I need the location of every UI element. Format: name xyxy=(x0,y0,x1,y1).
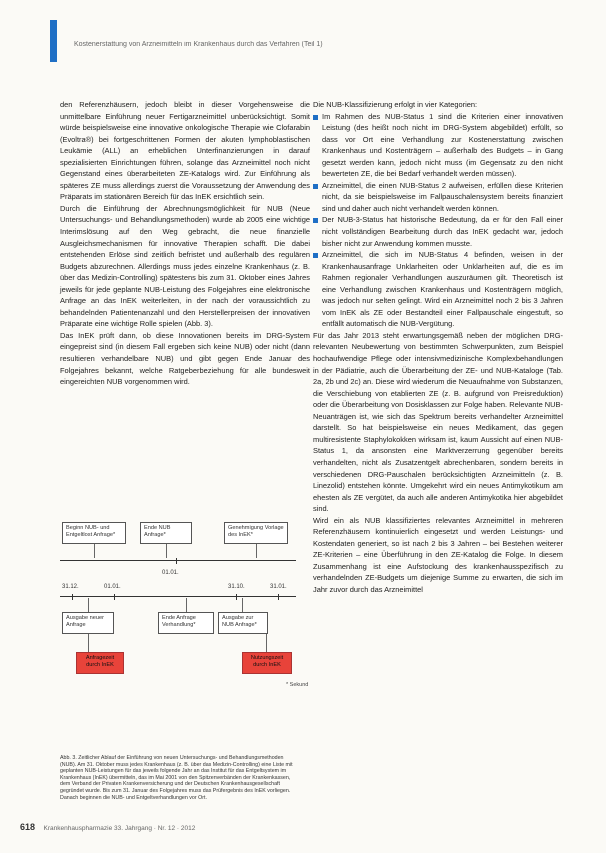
body-paragraph: Für das Jahr 2013 steht erwartungsgemäß neben der möglichen DRG-relevanten Neubewertung von bestimmten Schwerpunkten, zum Beispiel hochaufwendige Pflege oder intensivmedizinische Komplexbehandlungen in der Pädiatrie, auch die Überarbeitung der ZE- und NUB-Kataloge (Tab. 2a, 2b und 2c) an. Diese wird wiederum die Neuaufnahme von Substanzen, die Verschiebung von etablierten ZE (z. B. aufgrund von Preisreduktion) oder die Überarbeitung von Dosisklassen zur Folge haben. Relevante NUB-Neuanträgen ist, wie sich das Spektrum bereits verhandelter Arzneimittel darstellt. So hat beispielsweise ein neues Medikament, das gegen multiresistente Staphylokokken wirksam ist, kaum Aussicht auf einen NUB-Status 1, da ansonsten eine Marktverzerrung gegenüber bereits verhandelten, nicht als Zusatzentgelt abrechenbaren, sondern bereits in verschiedenen DRG-Pauschalen berücksichtigten Arzneimitteln (z. B. Linezolid) entstehen könnte. Umgekehrt wird ein neues Antimykotikum am ehesten als ZE vergütet, da auch alle anderen Antimykotika hier abgebildet sind. xyxy=(313,330,563,514)
box-inquiry-period: Anfragezeit durch InEK xyxy=(76,652,124,674)
box-nub-end: Ende NUB Anfrage* xyxy=(140,522,192,544)
timeline-date: 31.01. xyxy=(270,584,287,590)
timeline-tick xyxy=(72,594,73,600)
timeline-tick xyxy=(114,594,115,600)
timeline-tick xyxy=(176,558,177,564)
connector xyxy=(242,598,243,612)
left-column xyxy=(60,99,310,388)
timeline-tick xyxy=(278,594,279,600)
timeline-date: 01.01. xyxy=(162,570,179,576)
figure-footnote: * Sekund xyxy=(286,682,309,688)
connector xyxy=(256,544,257,558)
connector xyxy=(94,544,95,558)
box-new-request: Ausgabe neuer Anfrage xyxy=(62,612,114,634)
timeline-date: 31.12. xyxy=(62,584,79,590)
box-request-negotiation: Ende Anfrage Verhandlung* xyxy=(158,612,214,634)
connector xyxy=(186,598,187,612)
page-footer xyxy=(20,822,195,832)
list-item: Der NUB-3-Status hat historische Bedeutung, da er für den Fall einer nicht vollständigen Bearbeitung durch das InEK gedacht war, jedoch bisher nicht zur Anwendung kommen musste. xyxy=(313,214,563,249)
timeline-line-upper xyxy=(60,560,296,561)
timeline-date: 31.10. xyxy=(228,584,245,590)
right-column xyxy=(313,99,563,596)
connector xyxy=(88,598,89,612)
connector xyxy=(166,544,167,558)
box-inek-approval: Genehmigung Vorlage des InEK* xyxy=(224,522,288,544)
figure-caption: Abb. 3. Zeitlicher Ablauf der Einführung von neuen Untersuchungs- und Behandlungsmethoden (NUB). Am 31. Oktober muss jedes Krankenhaus (z. B. über das Medizin-Controlling) eine Liste mit geplanten NUB-Leistungen für das jeweils folgende Jahr an das Institut für das Entgeltsystem im Krankenhaus (InEK) übermitteln, das im Mai 2001 von den Spitzenverbänden der Krankenkassen, dem Verband der Privaten Krankenversicherung und der Deutschen Krankenhausgesellschaft gegründet wurde. Bis zum 31. Januar des Folgejahres muss das Prüfergebnis des InEK vorliegen. Danach beginnen die NUB- und Entgeltverhandlungen vor Ort. xyxy=(60,755,293,801)
body-paragraph: Durch die Einführung der Abrechnungsmöglichkeit für NUB (Neue Untersuchungs- und Behandlungsmethoden) wurde ab 2005 eine wichtige Interimslösung auf den Weg gebracht, die neue finanzielle Ausgleichsmechanismen für innovative Therapien schafft. Die dabei entstehenden Erlöse sind zeitlich befristet und außerhalb des regulären Budgets abzurechnen. Allerdings muss jedes einzelne Krankenhaus (z. B. über das Medizin-Controlling) spätestens bis zum 31. Oktober eines Jahres jeweils für jede geplante NUB-Leistung des Folgejahres eine elektronische Anfrage an das InEK weiterleiten, in der nach der voraussichtlich zu behandelnden Patientenanzahl und den Herstellerpreisen der innovativen Präparate eine wichtige Rolle spielen (Abb. 3). xyxy=(60,203,310,329)
box-nub-start: Beginn NUB- und Entgeltlost Anfrage* xyxy=(62,522,126,544)
body-paragraph: den Referenzhäusern, jedoch bleibt in dieser Vorgehensweise die unmittelbare Einführung neuer Fertigarzneimittel unberücksichtigt. Somit würde beispielsweise eine innovative onkologische Therapie wie Clofarabin (Evoltra®) bei fortgeschrittenen Formen der akuten lymphoblastischen Leukämie (ALL) an erheblichen Unterfinanzierungen in darauf spezialisierten Einrichtungen führen, solange das Arzneimittel noch nicht Gegenstand eines überarbeiteten ZE-Katalogs wird. Zur Einführung als späteres ZE muss allerdings zuerst die Voraussetzung der Anwendung des Präparats im stationären Bereich für das InEK ersichtlich sein. xyxy=(60,100,310,202)
running-head: Kostenerstattung von Arzneimitteln im Krankenhaus durch das Verfahren (Teil 1) xyxy=(74,41,323,48)
box-nub-output: Ausgabe zur NUB Anfrage* xyxy=(218,612,268,634)
timeline-date: 01.01. xyxy=(104,584,121,590)
box-usage-period: Nutzungszeit durch InEK xyxy=(242,652,292,674)
timeline-figure xyxy=(58,518,309,750)
list-item: Im Rahmen des NUB-Status 1 sind die Kriterien einer innovativen Leistung (des heißt noch nicht im DRG-System abgebildet) erfüllt, so dass vor Ort eine Verhandlung zur Kostenerstattung zwischen Krankenhaus und Kostenträgern – außerhalb des Budgets – in Gang gesetzt werden kann, jedoch nicht muss (im Gegensatz zu den nicht bewerteten ZE, die bei Bedarf verhandelt werden müssen). xyxy=(313,111,563,180)
journal-name: Krankenhauspharmazie 33. Jahrgang · Nr. 12 · 2012 xyxy=(43,825,196,832)
list-intro: Die NUB-Klassifizierung erfolgt in vier Kategorien: xyxy=(313,100,478,109)
accent-bar xyxy=(50,20,57,62)
connector xyxy=(266,634,267,652)
connector xyxy=(88,634,89,652)
list-item: Arzneimittel, die einen NUB-Status 2 aufweisen, erfüllen diese Kriterien nicht, da sie beispielsweise im Fallpauschalensystem bereits finanziert sind und daher auch nicht verhandelt werden können. xyxy=(313,180,563,215)
page-number: 618 xyxy=(20,822,36,832)
nub-status-list xyxy=(313,111,563,330)
timeline-line-lower xyxy=(60,596,296,597)
body-paragraph: Das InEK prüft dann, ob diese Innovationen bereits im DRG-System eingepreist sind (in diesem Fall ergeben sich keine NUB) oder nicht (dann resultieren verhandelbare NUB) und gibt gegen Ende Januar des Folgejahres bekannt, welche Ratgeberbeziehung für alle bundesweit eingereichten NUB vorgenommen wird. xyxy=(60,330,310,387)
list-item: Arzneimittel, die sich im NUB-Status 4 befinden, weisen in der Krankenhausanfrage Unklarheiten oder Unklarheiten auf, die es im Rahmen regionaler Verhandlungen auszuräumen gilt. Theoretisch ist eine Verhandlung zwischen Krankenhaus und Kostenträgern möglich, was jedoch nur selten gelingt. Wird ein Arzneimittel noch 2 bis 3 Jahren vom InEK als ZE oder Bestandteil einer Fallpauschale eingestuft, so entfällt automatisch die NUB-Vergütung. xyxy=(313,249,563,330)
timeline-tick xyxy=(236,594,237,600)
body-paragraph: Wird ein als NUB klassifiziertes relevantes Arzneimittel in mehreren Referenzhäusern kontinuierlich eingesetzt und werden Leistungs- und Kostendaten generiert, so ist nach 2 bis 3 Jahren – bei Bestehen weiterer ZE-Kriterien – eine Überführung in den ZE-Katalog die Folge. In diesem Zusammenhang ist eine Aufstockung des krankenhausspezifisch zu verhandelnden ZE-Budgets um diejenige Summe zu erwarten, die sich im Jahr zuvor durch das Arzneimittel xyxy=(313,515,563,594)
